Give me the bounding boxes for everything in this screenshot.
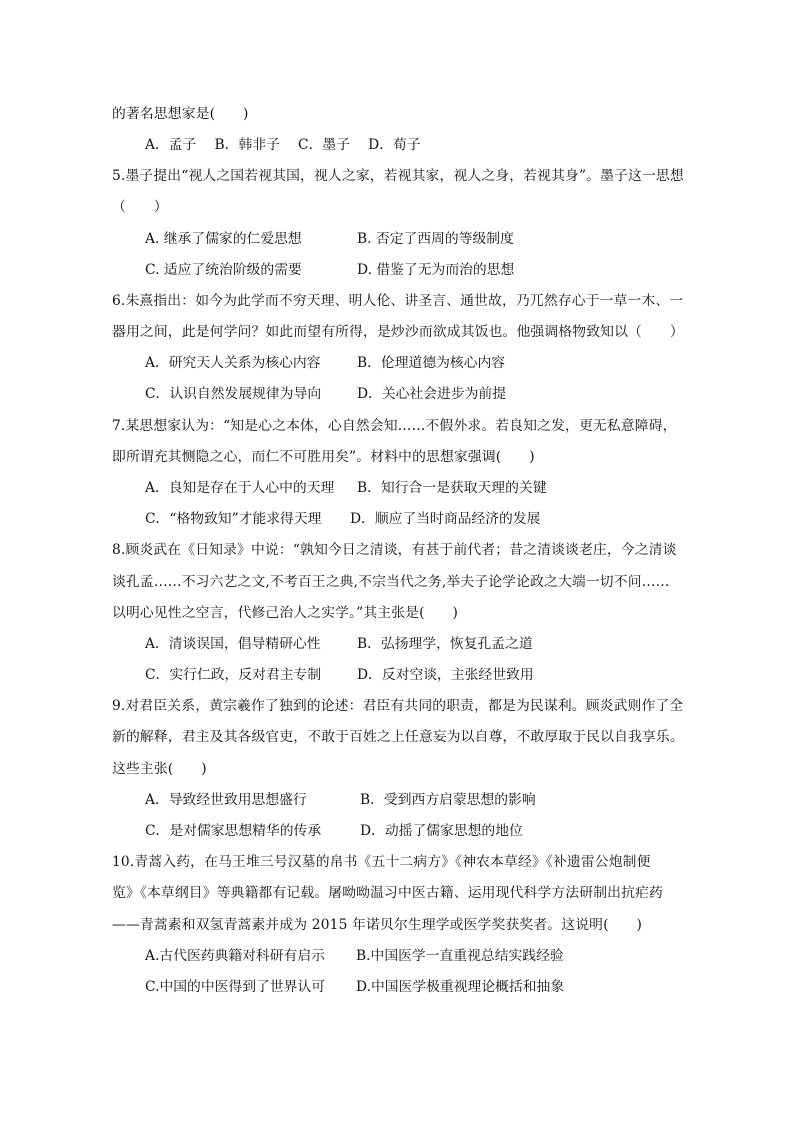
- q8-options-row-1: [0, 634, 794, 665]
- q9-stem-1: 9.对君臣关系，黄宗羲作了独到的论述：君臣有共同的职责，都是为民谋利。顾炎武则作了全: [112, 698, 684, 714]
- q9-stem-3: 这些主张( ): [112, 761, 207, 777]
- q7-option-c: C．“格物致知”才能求得天理: [145, 511, 322, 527]
- q9-option-b: B．受到西方启蒙思想的影响: [360, 792, 536, 808]
- q7-stem-2: 即所谓充其恻隐之心，而仁不可胜用矣”。材料中的思想家强调( ): [112, 449, 535, 465]
- q8-options-row-2: [0, 665, 794, 696]
- q9-stem-line-3: [0, 759, 794, 790]
- q10-option-a: A.古代医药典籍对科研有启示: [145, 948, 325, 964]
- q7-stem-line-2: [0, 447, 794, 478]
- q5-option-c: C. 适应了统治阶级的需要: [145, 262, 302, 278]
- q5-stem-1: 5.墨子提出“视人之国若视其国，视人之家，若视其家，视人之身，若视其身”。墨子这一思想: [112, 168, 684, 184]
- q9-option-a: A．导致经世致用思想盛行: [145, 792, 307, 808]
- q6-stem-2: 器用之间，此是何学问？如此而望有所得，是炒沙而欲成其饭也。他强调格物致知以（ ）: [112, 324, 684, 340]
- q6-option-d: D．关心社会进步为前提: [357, 386, 507, 402]
- q8-option-d: D．反对空谈，主张经世致用: [357, 667, 534, 683]
- q8-stem-1: 8.顾炎武在《日知录》中说：“孰知今日之清谈，有甚于前代者；昔之清谈谈老庄，今之清谈: [112, 542, 677, 558]
- q9-options-row-1: [0, 790, 794, 821]
- q9-option-d: D．动摇了儒家思想的地位: [360, 823, 523, 839]
- q7-option-b: B．知行合一是获取天理的关键: [357, 480, 547, 496]
- q8-stem-line-1: [0, 540, 794, 571]
- q4-stem: 的著名思想家是( ): [112, 106, 249, 122]
- q4-stem-line: [0, 104, 794, 135]
- q10-stem-1: 10.青蒿入药，在马王堆三号汉墓的帛书《五十二病方》《神农本草经》《补遗雷公炮制便: [112, 854, 651, 870]
- q6-options-row-2: [0, 384, 794, 415]
- q10-option-d: D.中国医学极重视理论概括和抽象: [356, 979, 565, 995]
- q4-options-line: [0, 135, 794, 166]
- q5-option-b: B. 否定了西周的等级制度: [357, 231, 514, 247]
- q9-stem-2: 新的解释，君主及其各级官吏，不敢于百姓之上任意妄为以自尊，不敢厚取于民以自我享乐。: [112, 729, 684, 745]
- q8-stem-2: 谈孔孟……不习六艺之文,不考百王之典,不宗当代之务,举夫子论学论政之大端一切不问……: [112, 574, 670, 590]
- q7-option-d: D．顺应了当时商品经济的发展: [350, 511, 541, 527]
- q10-stem-line-3: [0, 915, 794, 946]
- q4-options: A．孟子 B．韩非子 C．墨子 D．荀子: [145, 137, 421, 153]
- q7-options-row-1: [0, 478, 794, 509]
- q6-stem-line-1: [0, 291, 794, 322]
- q7-stem-1: 7.某思想家认为：“知是心之本体，心自然会知……不假外求。若良知之发，更无私意障碍，: [112, 418, 677, 434]
- q6-option-a: A．研究天人关系为核心内容: [145, 355, 321, 371]
- q6-options-row-1: [0, 353, 794, 384]
- q7-options-row-2: [0, 509, 794, 540]
- q10-stem-line-2: [0, 883, 794, 914]
- q8-option-c: C．实行仁政，反对君主专制: [145, 667, 322, 683]
- q5-options-row-2: [0, 260, 794, 291]
- q10-option-c: C.中国的中医得到了世界认可: [145, 979, 326, 995]
- q8-stem-line-2: [0, 572, 794, 603]
- q5-stem-line-2: [0, 197, 794, 228]
- q8-stem-3: 以明心见性之空言，代修己治人之实学。”其主张是( ): [112, 605, 459, 621]
- q6-stem-line-2: [0, 322, 794, 353]
- q9-stem-line-1: [0, 696, 794, 727]
- q10-stem-3: ——青蒿素和双氢青蒿素并成为 2015 年诺贝尔生理学或医学奖获奖者。这说明( ): [112, 917, 643, 933]
- q5-stem-2: （ ）: [112, 199, 168, 215]
- q6-stem-1: 6.朱熹指出：如今为此学而不穷天理、明人伦、讲圣言、通世故，乃兀然存心于一草一木、一: [112, 293, 684, 309]
- q8-option-b: B．弘扬理学，恢复孔孟之道: [357, 636, 533, 652]
- q5-stem-line-1: [0, 166, 794, 197]
- q5-option-d: D. 借鉴了无为而治的思想: [357, 262, 515, 278]
- q8-option-a: A．清谈误国，倡导精研心性: [145, 636, 321, 652]
- q6-option-b: B．伦理道德为核心内容: [357, 355, 506, 371]
- q7-stem-line-1: [0, 416, 794, 447]
- q5-options-row-1: [0, 229, 794, 260]
- q10-options-row-1: [0, 946, 794, 977]
- q9-options-row-2: [0, 821, 794, 852]
- q10-stem-line-1: [0, 852, 794, 883]
- q9-stem-line-2: [0, 727, 794, 758]
- q10-stem-2: 览》《本草纲目》等典籍都有记载。屠呦呦温习中医古籍、运用现代科学方法研制出抗疟药: [112, 885, 663, 901]
- q6-option-c: C．认识自然发展规律为导向: [145, 386, 322, 402]
- q10-option-b: B.中国医学一直重视总结实践经验: [356, 948, 564, 964]
- q9-option-c: C．是对儒家思想精华的传承: [145, 823, 322, 839]
- q10-options-row-2: [0, 977, 794, 1008]
- q8-stem-line-3: [0, 603, 794, 634]
- q5-option-a: A. 继承了儒家的仁爱思想: [145, 231, 302, 247]
- q7-option-a: A．良知是存在于人心中的天理: [145, 480, 335, 496]
